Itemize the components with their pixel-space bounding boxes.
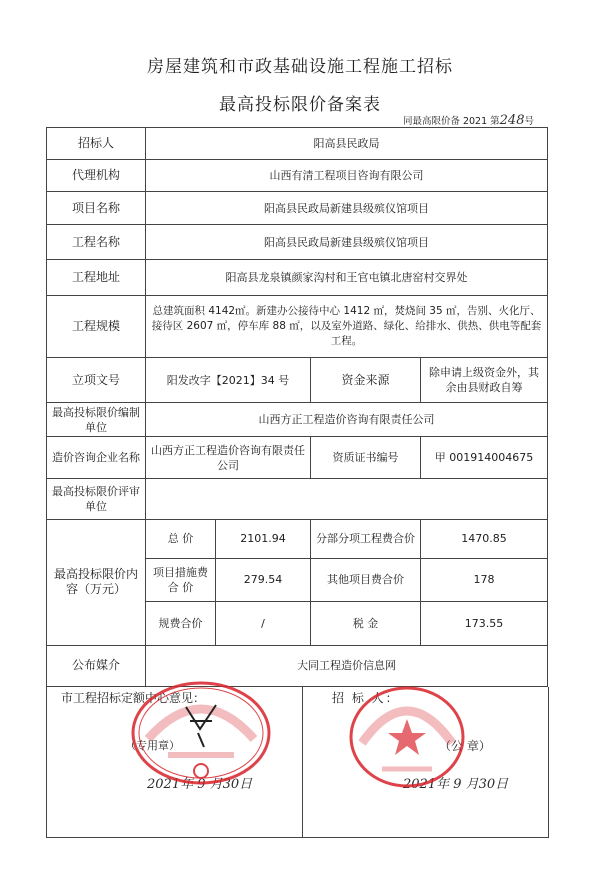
left-seal-caption: （专用章）	[125, 739, 180, 752]
total-label: 总 价	[146, 520, 216, 558]
row-approval	[47, 357, 548, 403]
row-reviewer	[47, 478, 548, 519]
right-signoff-title: 招 标 人：	[332, 691, 400, 705]
site-value: 阳高县龙泉镇颜家沟村和王官屯镇北唐窑村交界处	[146, 260, 548, 295]
media-value: 大同工程造价信息网	[146, 645, 548, 686]
signoff-section	[46, 687, 549, 838]
title-line-2: 最高投标限价备案表	[219, 95, 381, 115]
project-value: 阳高县民政局新建县级殡仪馆项目	[146, 192, 548, 225]
project-label: 项目名称	[47, 192, 146, 225]
cert-value: 甲 001914004675	[421, 437, 548, 478]
total-value: 2101.94	[216, 520, 311, 558]
sub-value: 1470.85	[421, 520, 548, 558]
media-label: 公布媒介	[47, 645, 146, 686]
tenderer-value: 阳高县民政局	[146, 128, 548, 160]
row-agency	[47, 160, 548, 192]
title-line-1: 房屋建筑和市政基础设施工程施工招标	[147, 57, 453, 77]
sub-label: 分部分项工程费合价	[311, 520, 421, 558]
row-site	[47, 260, 548, 295]
tax-label: 税 金	[311, 602, 421, 645]
compiler-label: 最高投标限价编制单位	[47, 403, 146, 437]
row-consult	[47, 437, 548, 478]
fund-label: 资金来源	[311, 357, 421, 403]
doc-number-value: 248	[499, 113, 525, 128]
row-engineering	[47, 225, 548, 260]
left-date: 2021年 9 月30日	[147, 777, 253, 792]
row-content-1	[47, 520, 548, 558]
measure-value: 279.54	[216, 558, 311, 601]
approval-label: 立项文号	[47, 357, 146, 403]
row-scale	[47, 295, 548, 357]
left-seal-stamp	[128, 677, 274, 789]
filing-form-table	[46, 127, 548, 687]
reviewer-value	[146, 478, 548, 519]
engineering-label: 工程名称	[47, 225, 146, 260]
doc-number-prefix: 同最高限价备 2021 第	[402, 116, 500, 127]
consult-label: 造价咨询企业名称	[47, 437, 146, 478]
other-value: 178	[421, 558, 548, 601]
row-tenderer	[47, 128, 548, 160]
compiler-value: 山西方正工程造价咨询有限责任公司	[146, 403, 548, 437]
approval-value: 阳发改字【2021】34 号	[146, 357, 311, 403]
tax-value: 173.55	[421, 602, 548, 645]
doc-number	[403, 113, 534, 128]
signoff-divider	[302, 687, 303, 837]
content-label: 最高投标限价内容（万元）	[47, 520, 146, 645]
fee-value: /	[216, 602, 311, 645]
right-date: 2021年 9 月30日	[403, 777, 509, 792]
fee-label: 规费合价	[146, 602, 216, 645]
scale-value: 总建筑面积 4142㎡。新建办公接待中心 1412 ㎡，焚烧间 35 ㎡，告别、火化厅、接待区 2607 ㎡，停车库 88 ㎡，以及室外道路、绿化、给排水、供热、供电等配套工程。	[146, 295, 548, 357]
reviewer-label: 最高投标限价评审单位	[47, 478, 146, 519]
measure-label: 项目措施费合 价	[146, 558, 216, 601]
right-seal-stamp	[346, 683, 468, 791]
row-media	[47, 645, 548, 686]
fund-value: 除申请上级资金外，其余由县财政自筹	[421, 357, 548, 403]
site-label: 工程地址	[47, 260, 146, 295]
left-signoff-title: 市工程招标定额中心意见：	[61, 691, 206, 705]
row-compiler	[47, 403, 548, 437]
row-project	[47, 192, 548, 225]
other-label: 其他项目费合价	[311, 558, 421, 601]
right-seal-caption: （公 章）	[439, 739, 491, 753]
cert-label: 资质证书编号	[311, 437, 421, 478]
agency-value: 山西有清工程项目咨询有限公司	[146, 160, 548, 192]
doc-number-suffix: 号	[524, 116, 534, 127]
consult-value: 山西方正工程造价咨询有限责任公司	[146, 437, 311, 478]
tenderer-label: 招标人	[47, 128, 146, 160]
agency-label: 代理机构	[47, 160, 146, 192]
scale-label: 工程规模	[47, 295, 146, 357]
engineering-value: 阳高县民政局新建县级殡仪馆项目	[146, 225, 548, 260]
